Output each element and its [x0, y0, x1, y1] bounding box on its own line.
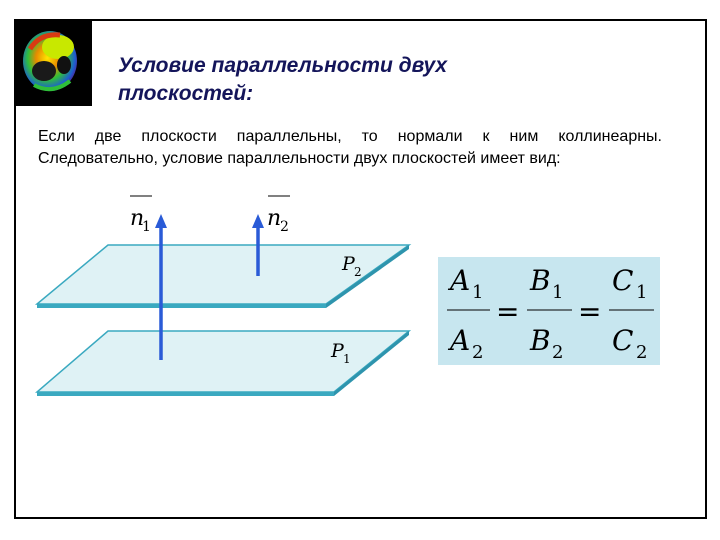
- plane-p1: [37, 331, 409, 392]
- normal-n2-letter: n: [267, 206, 282, 231]
- formula-numerator-2-index: 1: [552, 282, 564, 303]
- formula-denominator-3-letter: C: [612, 324, 634, 357]
- plane-p2-letter: P: [342, 253, 355, 275]
- formula-denominator-3-index: 2: [636, 342, 648, 363]
- normal-n2-index: 2: [280, 219, 289, 235]
- body-text-line-1: Если две плоскости параллельны, то нормали к ним коллинеарны.: [38, 128, 662, 145]
- parallelism-formula: [447, 264, 654, 363]
- formula-numerator-3-index: 1: [636, 282, 648, 303]
- formula-numerator-1-index: 1: [472, 282, 484, 303]
- formula-numerator-3-letter: C: [612, 264, 634, 297]
- normal-n1-index: 1: [142, 219, 151, 235]
- formula-equals-2: =: [578, 295, 602, 328]
- plane-p2-edge: [37, 304, 326, 308]
- formula-numerator-2-letter: B: [530, 264, 551, 297]
- formula-denominator-2-letter: B: [530, 324, 551, 357]
- plane-p2-index: 2: [354, 265, 362, 279]
- plane-p1-edge: [37, 392, 334, 396]
- slide-title-line-1: Условие параллельности двух: [118, 54, 448, 77]
- normal-n1-arrowhead: [155, 214, 167, 228]
- normal-n2-arrowhead: [252, 214, 264, 228]
- slide-title-line-2: плоскостей:: [118, 82, 254, 105]
- plane-p1-index: 1: [343, 352, 351, 366]
- body-text-line-2: Следовательно, условие параллельности двух плоскостей имеет вид:: [38, 150, 561, 167]
- formula-equals-1: =: [496, 295, 520, 328]
- formula-numerator-1-letter: A: [450, 264, 471, 297]
- formula-denominator-1-letter: A: [450, 324, 471, 357]
- formula-denominator-1-index: 2: [472, 342, 484, 363]
- plane-p1-letter: P: [331, 340, 344, 362]
- formula-denominator-2-index: 2: [552, 342, 564, 363]
- normal-n1-letter: n: [130, 206, 145, 231]
